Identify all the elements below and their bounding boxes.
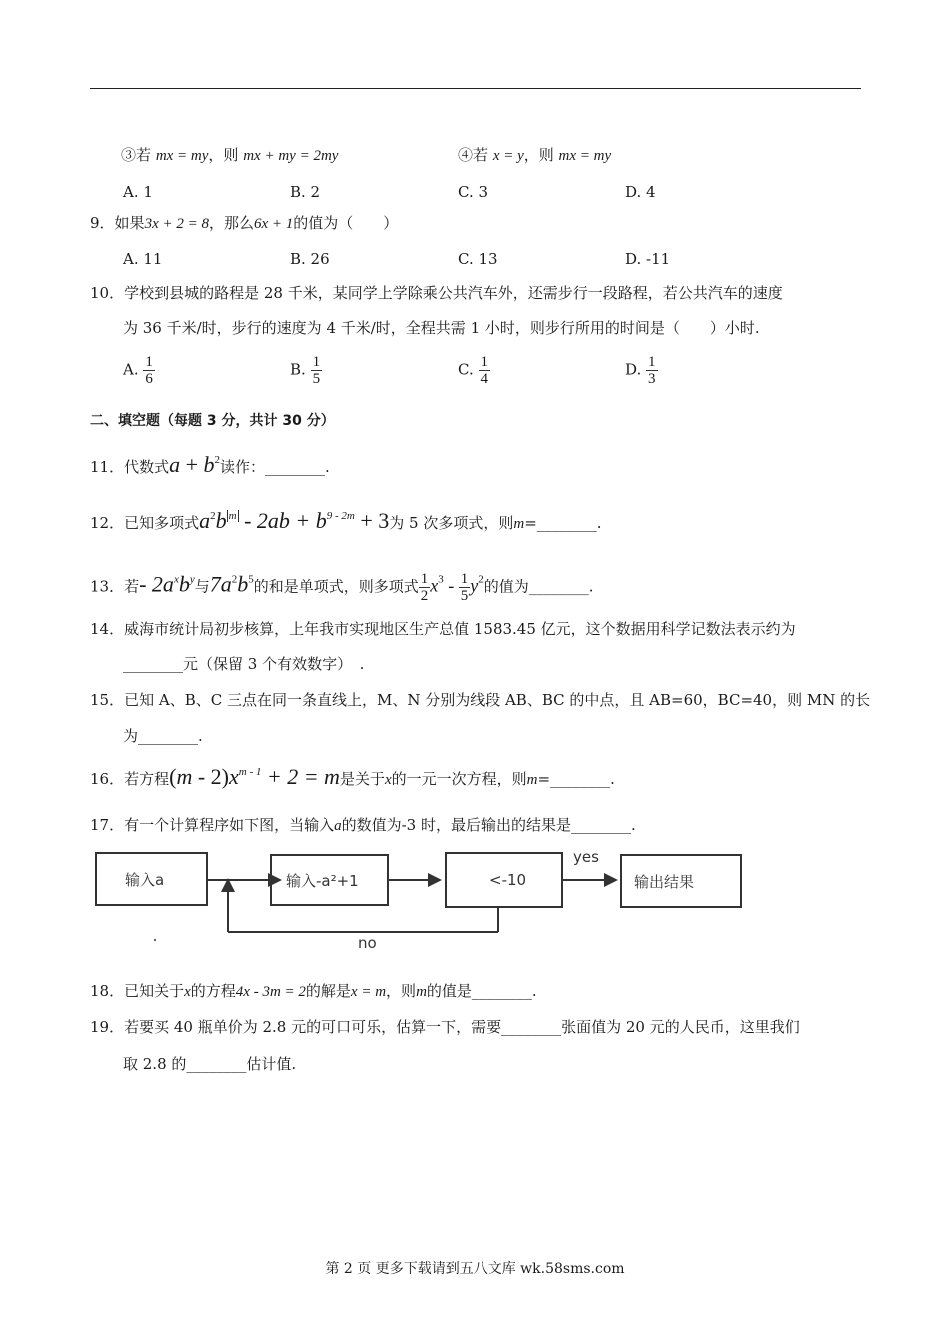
q17-stem: 17．有一个计算程序如下图，当输入a的数值为-3 时，最后输出的结果是________. xyxy=(90,816,636,834)
q14-line2: ________元（保留 3 个有效数字） . xyxy=(123,655,365,673)
q10-line2: 为 36 千米/时，步行的速度为 4 千米/时，全程共需 1 小时，则步行所用的时间是（ ）小时. xyxy=(123,319,760,337)
q8-item4: ④若 x = y，则 mx = my xyxy=(458,146,612,164)
q8-item3: ③若 mx = my，则 mx + my = 2my xyxy=(121,146,339,164)
flow-label-yes: yes xyxy=(573,848,599,866)
q10-option-d: D. $\frac{1}{3}$ xyxy=(625,354,656,387)
flow-box-output: 输出结果 xyxy=(620,854,742,908)
q16-stem: 16．若方程$(m - 2)x^{m - 1} + 2 = m$是关于x的一元一次方程，则m=________. xyxy=(90,764,615,789)
q10-option-a: A. $\frac{1}{6}$ xyxy=(123,354,153,387)
q9-option-c: C. 13 xyxy=(458,250,498,268)
q10-option-b: B. $\frac{1}{5}$ xyxy=(290,354,321,387)
q14-line1: 14．威海市统计局初步核算，上年我市实现地区生产总值 1583.45 亿元，这个数据用科学记数法表示约为 xyxy=(90,620,796,638)
q13-stem: 13．若- $2a^xb^y$与$7a^2b^5$的和是单项式，则多项式 $\frac{1}{2}$ $x^3$ - $\frac{1}{5}$ $y^2$的值为________. xyxy=(90,571,594,604)
q8-option-d: D. 4 xyxy=(625,183,656,201)
q10-line1: 10．学校到县城的路程是 28 千米，某同学上学除乘公共汽车外，还需步行一段路程，若公共汽车的速度 xyxy=(90,284,783,302)
flow-box-input-a: 输入a xyxy=(95,852,208,906)
q18-stem: 18．已知关于x的方程4x - 3m = 2的解是x = m，则m的值是________. xyxy=(90,982,537,1000)
q9-stem: 9．如果3x + 2 = 8，那么6x + 1的值为（ ） xyxy=(90,214,399,232)
flow-box-compare: <-10 xyxy=(445,852,563,908)
flowchart xyxy=(90,840,750,955)
q8-option-b: B. 2 xyxy=(290,183,321,201)
q10-option-c: C. $\frac{1}{4}$ xyxy=(458,354,488,387)
page-footer: 第 2 页 更多下载请到五八文库 wk.58sms.com xyxy=(325,1261,625,1277)
header-rule xyxy=(90,88,861,89)
q9-option-d: D. -11 xyxy=(625,250,671,268)
q15-line1: 15．已知 A、B、C 三点在同一条直线上，M、N 分别为线段 AB、BC 的中点，且 AB=60，BC=40，则 MN 的长 xyxy=(90,691,871,709)
q8-option-c: C. 3 xyxy=(458,183,489,201)
section-title-fill-in: 二、填空题（每题 3 分，共计 30 分） xyxy=(90,413,335,429)
flow-label-no: no xyxy=(358,934,377,952)
q8-option-a: A. 1 xyxy=(123,183,153,201)
q12-stem: 12．已知多项式$a^2b$ $^m - 2ab + b^{9 - 2m} + 3$为 5 次多项式，则m=________. xyxy=(90,508,602,533)
q9-option-b: B. 26 xyxy=(290,250,330,268)
q15-line2: 为________. xyxy=(123,727,203,745)
q19-line2: 取 2.8 的________估计值. xyxy=(123,1055,297,1073)
q19-line1: 19．若要买 40 瓶单价为 2.8 元的可口可乐，估算一下，需要________张面值为 20 元的人民币，这里我们 xyxy=(90,1018,800,1036)
flow-box-compute: 输入-a²+1 xyxy=(270,854,389,906)
q9-option-a: A. 11 xyxy=(123,250,163,268)
q11-stem: 11．代数式$a + b^2$读作：________. xyxy=(90,452,330,477)
